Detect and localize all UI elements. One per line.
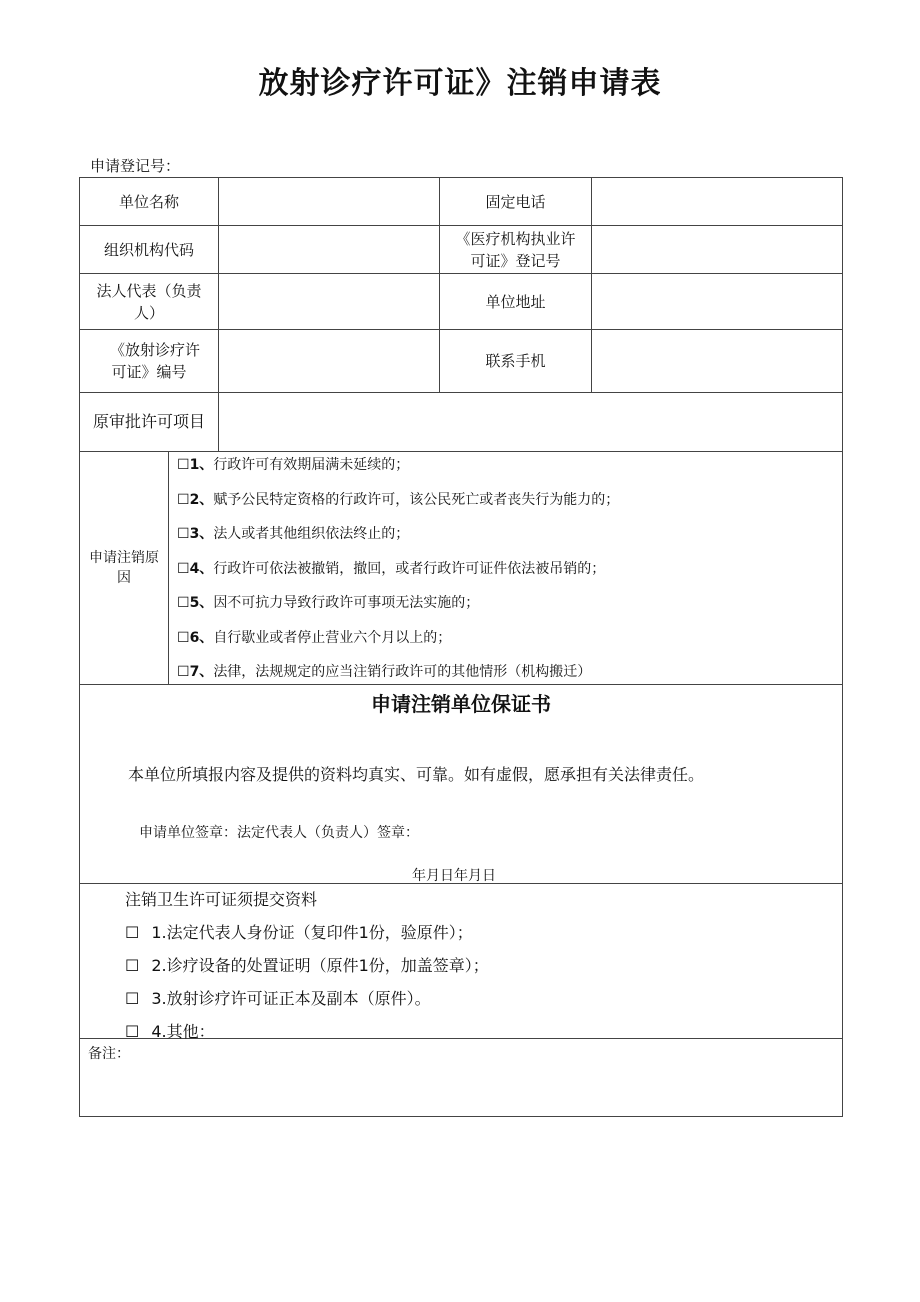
document-item[interactable] bbox=[125, 920, 473, 943]
original-items-field[interactable] bbox=[219, 393, 842, 451]
unit-address-field[interactable] bbox=[592, 274, 842, 329]
unit-name-field[interactable] bbox=[219, 178, 439, 225]
reason-item[interactable] bbox=[177, 523, 409, 543]
document-text: 3.放射诊疗许可证正本及副本（原件）。 bbox=[151, 989, 431, 1008]
reason-item[interactable] bbox=[177, 489, 619, 509]
reason-text: 法人或者其他组织依法终止的； bbox=[213, 526, 410, 542]
org-code-field[interactable] bbox=[219, 226, 439, 273]
checkbox-icon[interactable]: ☐ bbox=[177, 561, 190, 577]
document-item[interactable] bbox=[125, 986, 431, 1009]
guarantee-title: 申请注销单位保证书 bbox=[371, 692, 551, 716]
reason-text: 自行歇业或者停止营业六个月以上的； bbox=[213, 630, 452, 646]
guarantee-statement: 本单位所填报内容及提供的资料均真实、可靠。如有虚假，愿承担有关法律责任。 bbox=[128, 765, 705, 784]
reason-text: 行政许可依法被撤销，撤回，或者行政许可证件依法被吊销的； bbox=[213, 561, 606, 577]
reason-item[interactable] bbox=[177, 627, 451, 647]
checkbox-icon[interactable]: ☐ bbox=[177, 664, 190, 680]
medical-license-label-line2: 可证》登记号 bbox=[470, 251, 561, 270]
checkbox-icon[interactable]: ☐ bbox=[177, 457, 190, 473]
original-items-label: 原审批许可项目 bbox=[92, 412, 205, 431]
reason-label-line2: 因 bbox=[117, 570, 131, 586]
reason-item[interactable] bbox=[177, 558, 605, 578]
reason-label-line1: 申请注销原 bbox=[89, 550, 159, 566]
documents-title: 注销卫生许可证须提交资料 bbox=[125, 890, 318, 909]
registration-number-label: 申请登记号： bbox=[90, 157, 181, 175]
reason-number: 6、 bbox=[189, 630, 214, 646]
reason-number: 4、 bbox=[189, 561, 214, 577]
document-text: 2.诊疗设备的处置证明（原件1份，加盖签章）； bbox=[151, 956, 489, 975]
unit-name-label: 单位名称 bbox=[118, 192, 179, 211]
reason-number: 1、 bbox=[189, 457, 214, 473]
signature-line: 申请单位签章：法定代表人（负责人）签章： bbox=[139, 825, 419, 841]
radiation-license-label-line2: 可证》编号 bbox=[111, 363, 187, 381]
reason-text: 赋予公民特定资格的行政许可，该公民死亡或者丧失行为能力的； bbox=[213, 492, 620, 508]
reason-item[interactable] bbox=[177, 592, 479, 612]
remarks-field[interactable] bbox=[80, 1039, 842, 1116]
checkbox-icon[interactable]: ☐ bbox=[125, 956, 140, 975]
org-code-label: 组织机构代码 bbox=[103, 240, 194, 259]
document-text: 1.法定代表人身份证（复印件1份，验原件）； bbox=[151, 923, 473, 942]
reason-label bbox=[80, 452, 168, 684]
legal-rep-field[interactable] bbox=[219, 274, 439, 329]
fixed-phone-label: 固定电话 bbox=[485, 192, 546, 211]
radiation-license-label-line1: 《放射诊疗许 bbox=[109, 341, 200, 359]
reason-number: 2、 bbox=[189, 492, 214, 508]
checkbox-icon[interactable]: ☐ bbox=[177, 526, 190, 542]
legal-rep-label-line2: 人） bbox=[133, 303, 164, 322]
reason-number: 3、 bbox=[189, 526, 214, 542]
mobile-field[interactable] bbox=[592, 330, 842, 392]
checkbox-icon[interactable]: ☐ bbox=[177, 630, 190, 646]
legal-rep-label bbox=[80, 274, 218, 329]
page-title: 放射诊疗许可证》注销申请表 bbox=[258, 66, 662, 101]
reason-item[interactable] bbox=[177, 454, 409, 474]
medical-license-label-line1: 《医疗机构执业许 bbox=[455, 229, 576, 248]
unit-address-label: 单位地址 bbox=[485, 292, 546, 311]
reason-item[interactable] bbox=[177, 661, 591, 681]
medical-license-label bbox=[440, 226, 591, 273]
checkbox-icon[interactable]: ☐ bbox=[125, 989, 140, 1008]
document-text: 4.其他： bbox=[151, 1022, 215, 1041]
radiation-license-field[interactable] bbox=[219, 330, 439, 392]
reason-text: 法律，法规规定的应当注销行政许可的其他情形（机构搬迁） bbox=[213, 664, 592, 680]
checkbox-icon[interactable]: ☐ bbox=[125, 923, 140, 942]
medical-license-field[interactable] bbox=[592, 226, 842, 273]
remarks-label: 备注： bbox=[88, 1046, 130, 1062]
checkbox-icon[interactable]: ☐ bbox=[177, 492, 190, 508]
date-line: 年月日年月日 bbox=[412, 868, 496, 883]
fixed-phone-field[interactable] bbox=[592, 178, 842, 225]
reason-number: 7、 bbox=[189, 664, 214, 680]
radiation-license-label bbox=[80, 330, 218, 392]
mobile-label: 联系手机 bbox=[485, 352, 546, 370]
reason-text: 因不可抗力导致行政许可事项无法实施的； bbox=[213, 595, 480, 611]
checkbox-icon[interactable]: ☐ bbox=[125, 1022, 140, 1041]
document-item[interactable] bbox=[125, 953, 489, 976]
reason-number: 5、 bbox=[189, 595, 214, 611]
reason-text: 行政许可有效期届满未延续的； bbox=[213, 457, 410, 473]
legal-rep-label-line1: 法人代表（负责 bbox=[96, 281, 202, 300]
checkbox-icon[interactable]: ☐ bbox=[177, 595, 190, 611]
